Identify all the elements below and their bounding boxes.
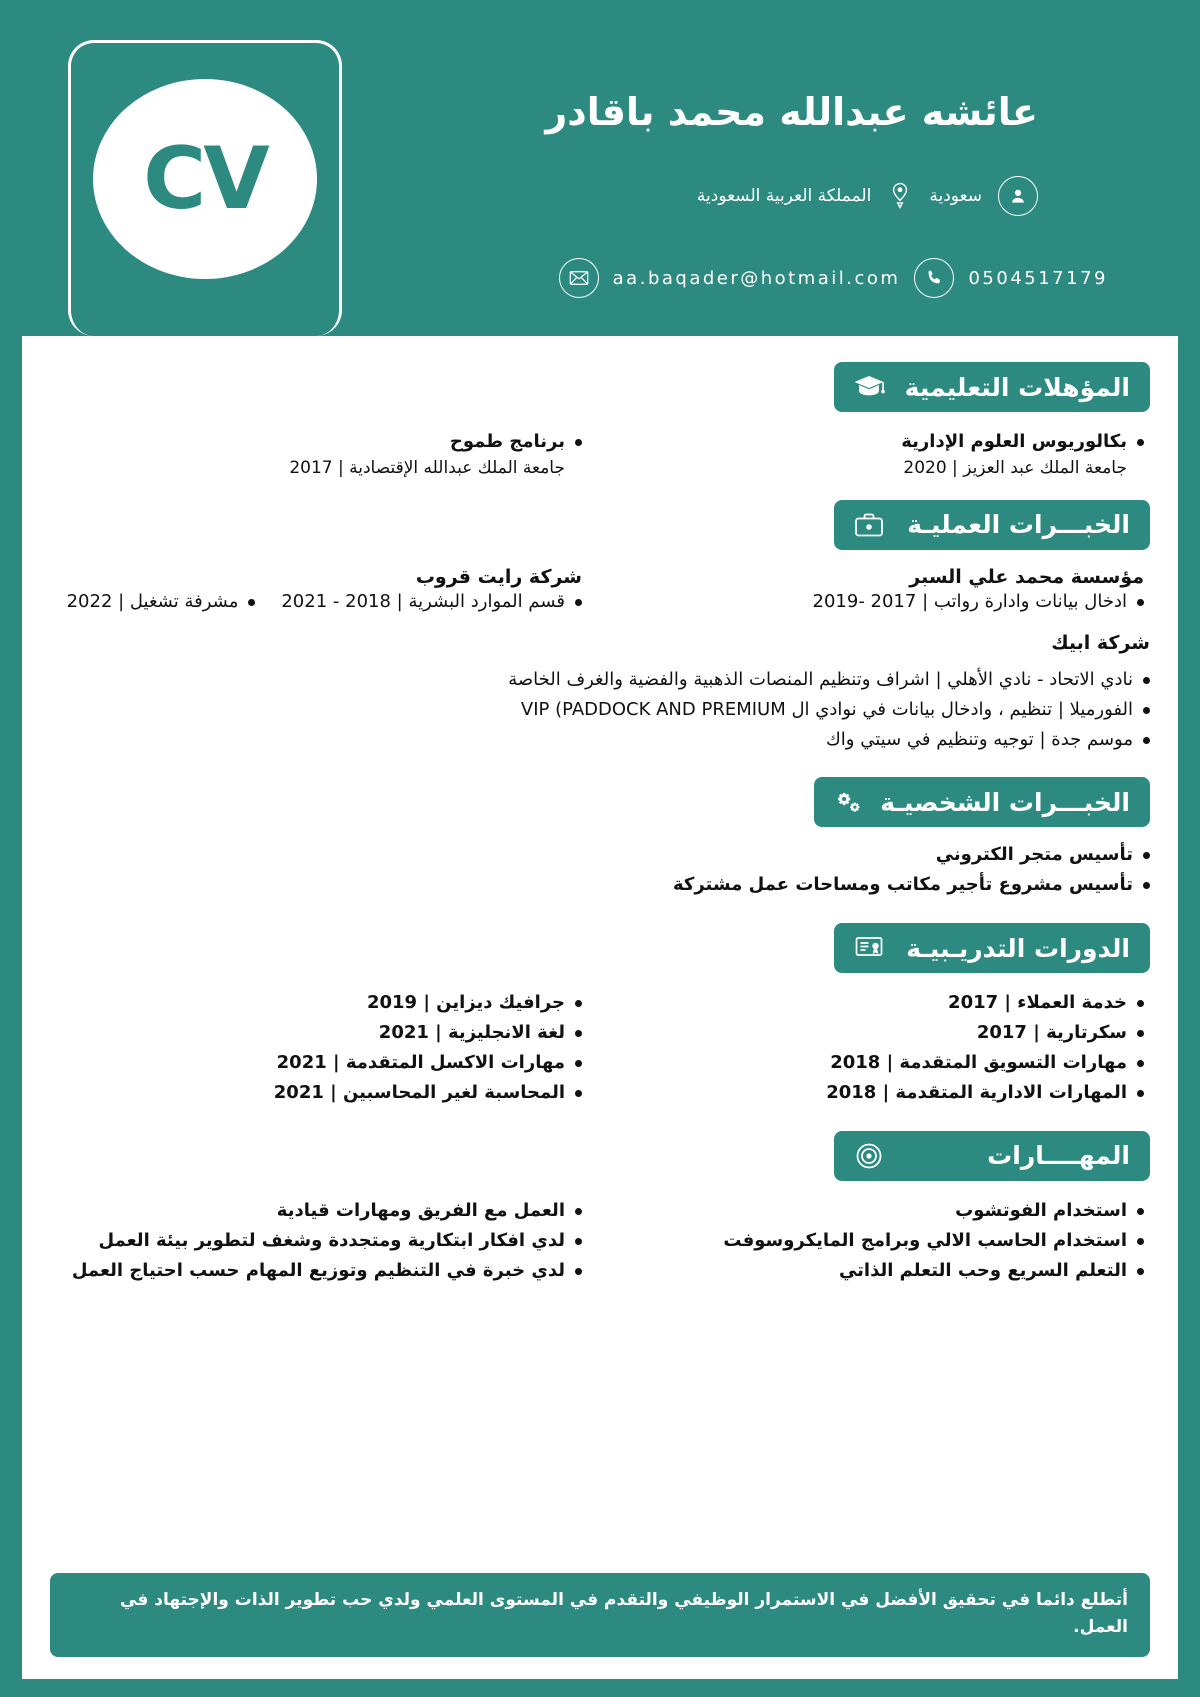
section-title-courses: الدورات التدريـبيـة — [906, 933, 1130, 963]
section-header-skills — [50, 1131, 1150, 1181]
bullet-dot — [575, 1090, 582, 1097]
list-item — [56, 1019, 582, 1047]
objective-banner: أتطلع دائما في تحقيق الأفضل في الاستمرار الوظيفي والتقدم في المستوى العلمي ولدي حب تطوير الذات والإجتهاد في العمل. — [50, 1573, 1150, 1657]
list-item — [50, 696, 1150, 724]
cv-header — [22, 18, 1178, 336]
bullet-dot — [1137, 1030, 1144, 1037]
list-item — [56, 1227, 582, 1255]
work-bullet: نادي الاتحاد - نادي الأهلي | اشراف وتنظيم المنصات الذهبية والفضية والغرف الخاصة — [508, 668, 1133, 690]
location-row — [697, 176, 1038, 216]
skill-item: استخدام الفوتشوب — [955, 1199, 1127, 1221]
skill-item: لدي خبرة في التنظيم وتوزيع المهام حسب احتياج العمل — [71, 1259, 565, 1281]
skills-column-left — [50, 1197, 600, 1287]
list-item — [281, 588, 582, 616]
gears-icon — [832, 785, 866, 819]
section-title-skills: المهــــارات — [987, 1141, 1130, 1171]
work-entry: قسم الموارد البشرية | 2018 - 2021 — [281, 590, 565, 612]
education-column-right — [600, 428, 1150, 478]
list-item — [618, 1227, 1144, 1255]
bullet-dot — [1137, 1208, 1144, 1215]
cv-badge — [93, 79, 317, 279]
country-text: المملكة العربية السعودية — [696, 186, 872, 206]
section-header-personal — [50, 777, 1150, 827]
personal-list — [50, 841, 1150, 899]
employer-name: مؤسسة محمد علي السبر — [909, 565, 1144, 588]
list-item — [56, 989, 582, 1017]
course-item: جرافيك ديزاين | 2019 — [366, 992, 565, 1014]
work-entry: مشرفة تشغيل | 2022 — [66, 590, 239, 612]
list-item — [618, 1197, 1144, 1225]
personal-item: تأسيس متجر الكتروني — [935, 844, 1133, 866]
list-item — [56, 1257, 582, 1285]
list-item — [618, 1019, 1144, 1047]
personal-item: تأسيس مشروع تأجير مكاتب ومساحات عمل مشتركة — [672, 874, 1133, 896]
work-columns — [50, 566, 1150, 618]
section-header-courses — [50, 923, 1150, 973]
bullet-dot — [1143, 707, 1150, 714]
list-item — [50, 726, 1150, 754]
education-detail: جامعة الملك عبدالله الإقتصادية | 2017 — [289, 457, 565, 478]
contact-row — [559, 258, 1108, 298]
list-item — [56, 428, 582, 456]
list-item — [618, 588, 1144, 616]
bullet-dot — [575, 1000, 582, 1007]
section-title-work: الخبـــرات العمليـة — [907, 510, 1130, 540]
course-item: مهارات الاكسل المتقدمة | 2021 — [276, 1052, 565, 1074]
education-column-left — [50, 428, 600, 478]
certificate-icon — [852, 931, 886, 965]
list-item — [56, 1197, 582, 1225]
list-item — [50, 871, 1150, 899]
list-item — [618, 989, 1144, 1017]
skill-item: استخدام الحاسب الالي وبرامج المايكروسوفت — [723, 1229, 1127, 1251]
skill-item: العمل مع الفريق ومهارات قيادية — [276, 1199, 565, 1221]
bullet-dot — [1137, 1060, 1144, 1067]
bullet-dot — [575, 1060, 582, 1067]
bullet-dot — [575, 599, 582, 606]
section-header-education — [50, 362, 1150, 412]
list-item — [50, 666, 1150, 694]
bullet-dot — [1137, 1090, 1144, 1097]
bullet-dot — [1137, 599, 1144, 606]
section-title-education: المؤهلات التعليمية — [904, 372, 1130, 402]
bullet-dot — [575, 1030, 582, 1037]
cv-badge-panel — [68, 40, 342, 336]
work-bullet: موسم جدة | توجيه وتنظيم في سيتي واك — [825, 728, 1133, 750]
skill-item: التعلم السريع وحب التعلم الذاتي — [838, 1259, 1127, 1281]
employer-name: شركة ابيك — [1051, 631, 1150, 654]
list-item — [56, 1049, 582, 1077]
nationality-text: سعودية — [929, 186, 982, 206]
education-title: برنامج طموح — [449, 431, 565, 452]
course-item: خدمة العملاء | 2017 — [948, 992, 1127, 1014]
bullet-dot — [1143, 677, 1150, 684]
envelope-icon — [559, 258, 599, 298]
bullet-dot — [1143, 852, 1150, 859]
courses-column-left — [50, 989, 600, 1109]
employer-name: شركة رايت قروب — [415, 565, 582, 588]
list-item — [56, 1079, 582, 1107]
work-entry: ادخال بيانات وادارة رواتب | 2017 -2019 — [812, 590, 1127, 612]
bullet-dot — [1143, 882, 1150, 889]
cv-body — [22, 336, 1178, 1573]
work-bullet: الفورميلا | تنظيم ، وادخال بيانات في نوادي ال VIP (PADDOCK AND PREMIUM — [520, 698, 1133, 720]
course-item: المحاسبة لغير المحاسبين | 2021 — [273, 1081, 565, 1103]
bullet-dot — [248, 599, 255, 606]
list-item — [618, 1049, 1144, 1077]
briefcase-icon — [852, 508, 886, 542]
list-item — [618, 428, 1144, 456]
skills-columns — [50, 1197, 1150, 1287]
courses-column-right — [600, 989, 1150, 1109]
graduation-cap-icon — [852, 370, 886, 404]
cv-badge-label: CV — [143, 129, 267, 229]
education-title: بكالوريوس العلوم الإدارية — [901, 431, 1127, 452]
bullet-dot — [1137, 439, 1144, 446]
bullet-dot — [1137, 1268, 1144, 1275]
section-header-work — [50, 500, 1150, 550]
work-column-right — [600, 566, 1150, 618]
person-icon — [998, 176, 1038, 216]
list-item — [67, 588, 256, 616]
bullet-dot — [1137, 1000, 1144, 1007]
bullet-dot — [575, 1238, 582, 1245]
section-title-personal: الخبـــرات الشخصيـة — [880, 787, 1130, 817]
list-item — [618, 1079, 1144, 1107]
education-columns — [50, 428, 1150, 478]
course-item: لغة الانجليزية | 2021 — [378, 1022, 565, 1044]
bullet-dot — [1143, 737, 1150, 744]
location-pin-icon — [887, 177, 913, 215]
bullet-dot — [575, 1208, 582, 1215]
bullet-dot — [575, 1268, 582, 1275]
work-column-left — [50, 566, 600, 618]
target-icon — [852, 1139, 886, 1173]
work-company2-bullets — [50, 666, 1150, 754]
email-address[interactable]: aa.baqader@hotmail.com — [612, 267, 901, 289]
skills-column-right — [600, 1197, 1150, 1287]
phone-icon — [914, 258, 954, 298]
list-item — [50, 841, 1150, 869]
skill-item: لدي افكار ابتكارية ومتجددة وشغف لتطوير بيئة العمل — [98, 1229, 565, 1251]
page-title: عائشه عبدالله محمد باقادر — [545, 90, 1038, 134]
course-item: سكرتارية | 2017 — [976, 1022, 1127, 1044]
course-item: المهارات الادارية المتقدمة | 2018 — [826, 1081, 1127, 1103]
phone-number[interactable]: 0504517179 — [968, 267, 1108, 289]
cv-sheet — [22, 18, 1178, 1679]
courses-columns — [50, 989, 1150, 1109]
bullet-dot — [1137, 1238, 1144, 1245]
bullet-dot — [575, 439, 582, 446]
education-detail: جامعة الملك عبد العزيز | 2020 — [903, 457, 1127, 478]
course-item: مهارات التسويق المتقدمة | 2018 — [830, 1052, 1127, 1074]
list-item — [618, 1257, 1144, 1285]
